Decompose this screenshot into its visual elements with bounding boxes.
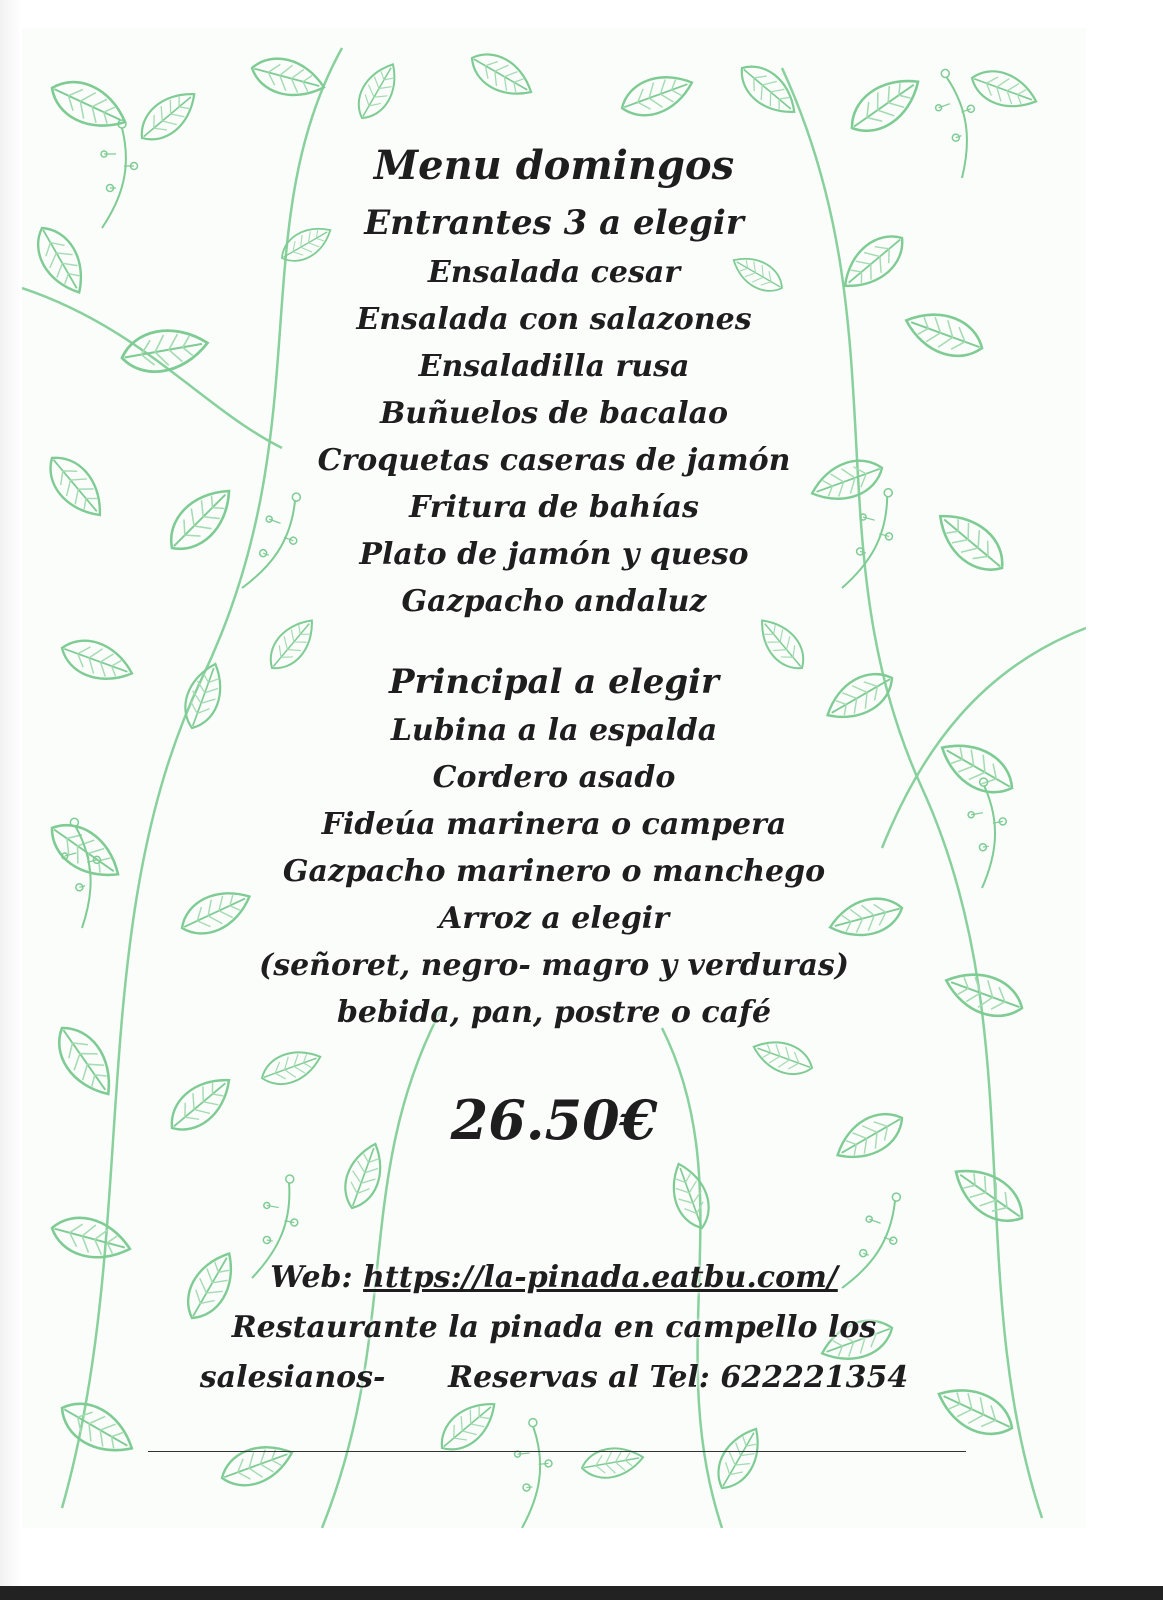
signature-rule	[148, 1451, 966, 1452]
starter-item: Croquetas caseras de jamón	[317, 443, 791, 478]
starter-item: Ensalada cesar	[427, 255, 681, 290]
main-item: Gazpacho marinero o manchego	[282, 854, 826, 889]
mains-heading: Principal a elegir	[389, 662, 719, 702]
restaurant-line: Restaurante la pinada en campello los	[231, 1310, 877, 1345]
reservation-line: salesianos- Reservas al Tel: 622221354	[199, 1360, 909, 1395]
menu-price: 26.50€	[450, 1088, 658, 1152]
main-item: Lubina a la espalda	[390, 713, 718, 748]
web-label: Web:	[270, 1260, 353, 1295]
main-item: bebida, pan, postre o café	[336, 995, 772, 1030]
menu-title: Menu domingos	[373, 142, 735, 189]
web-link[interactable]: https://la-pinada.eatbu.com/	[363, 1260, 838, 1295]
scan-edge-left	[0, 0, 22, 1600]
starter-item: Ensalada con salazones	[356, 302, 752, 337]
starter-item: Gazpacho andaluz	[401, 584, 707, 619]
scan-edge-bottom	[0, 1586, 1163, 1600]
menu-sheet	[22, 28, 1086, 1528]
main-item: Cordero asado	[432, 760, 676, 795]
starters-heading: Entrantes 3 a elegir	[364, 203, 744, 243]
starter-item: Ensaladilla rusa	[418, 349, 690, 384]
menu-content	[22, 28, 1086, 1528]
starter-item: Buñuelos de bacalao	[379, 396, 729, 431]
starter-item: Plato de jamón y queso	[359, 537, 749, 572]
web-line	[22, 1260, 1086, 1295]
main-item: Arroz a elegir	[438, 901, 669, 936]
starter-item: Fritura de bahías	[409, 490, 699, 525]
main-item: (señoret, negro- magro y verduras)	[259, 948, 849, 983]
main-item: Fideúa marinera o campera	[321, 807, 787, 842]
